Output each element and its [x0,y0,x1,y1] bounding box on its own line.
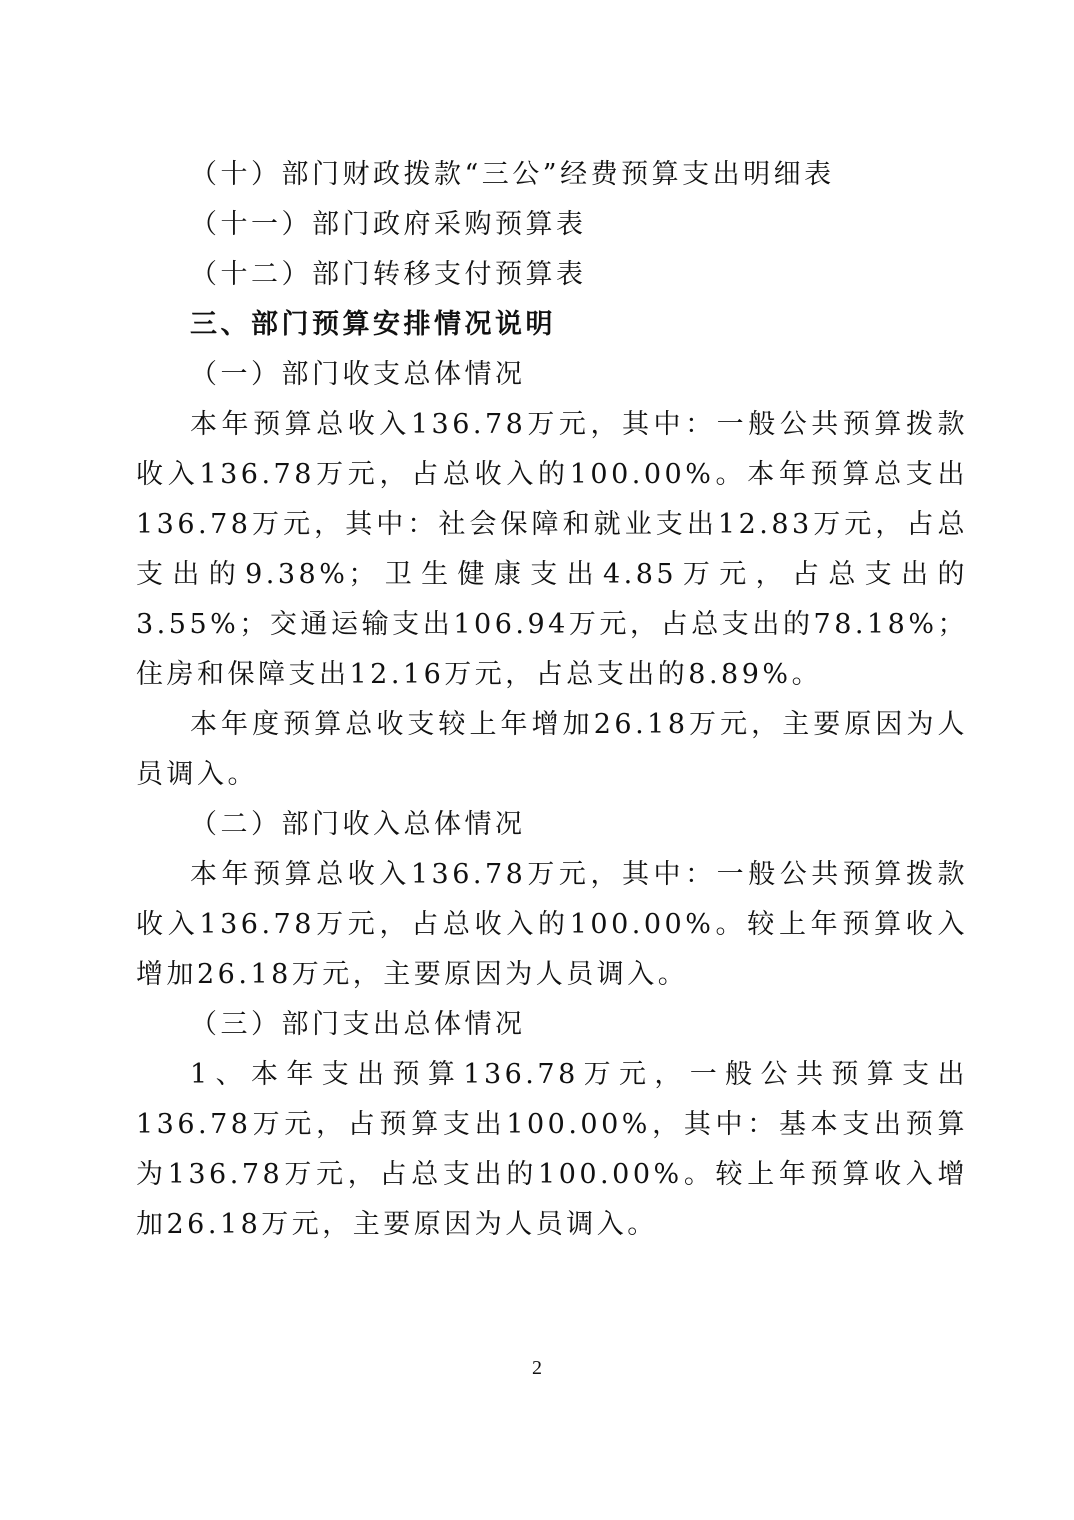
list-item-table-10: （十）部门财政拨款“三公”经费预算支出明细表 [190,159,835,190]
list-item-table-12: （十二）部门转移支付预算表 [190,259,587,290]
page-number: 2 [532,1357,542,1379]
section-heading: 三、部门预算安排情况说明 [190,309,556,340]
subsection-1-paragraph-2: 本年度预算总收支较上年增加26.18万元，主要原因为人员调入。 [136,709,968,790]
subsection-1-paragraph-1: 本年预算总收入136.78万元，其中：一般公共预算拨款收入136.78万元，占总收入的100.00%。本年预算总支出136.78万元，其中：社会保障和就业支出12.83万元，占总支出的9.38%；卫生健康支出4.85万元，占总支出的3.55%；交通运输支出106.94万元，占总支出的78.18%；住房和保障支出12.16万元，占总支出的8.89%。 [136,409,968,690]
subsection-2-paragraph-1: 本年预算总收入136.78万元，其中：一般公共预算拨款收入136.78万元，占总收入的100.00%。较上年预算收入增加26.18万元，主要原因为人员调入。 [136,859,968,990]
list-item-table-11: （十一）部门政府采购预算表 [190,209,587,240]
subsection-3-title: （三）部门支出总体情况 [190,1009,526,1040]
subsection-3-paragraph-1: 1、本年支出预算136.78万元，一般公共预算支出136.78万元，占预算支出100.00%，其中：基本支出预算为136.78万元，占总支出的100.00%。较上年预算收入增加26.18万元，主要原因为人员调入。 [136,1059,968,1240]
subsection-2-title: （二）部门收入总体情况 [190,809,526,840]
subsection-1-title: （一）部门收支总体情况 [190,359,526,390]
document-body [136,150,968,1250]
